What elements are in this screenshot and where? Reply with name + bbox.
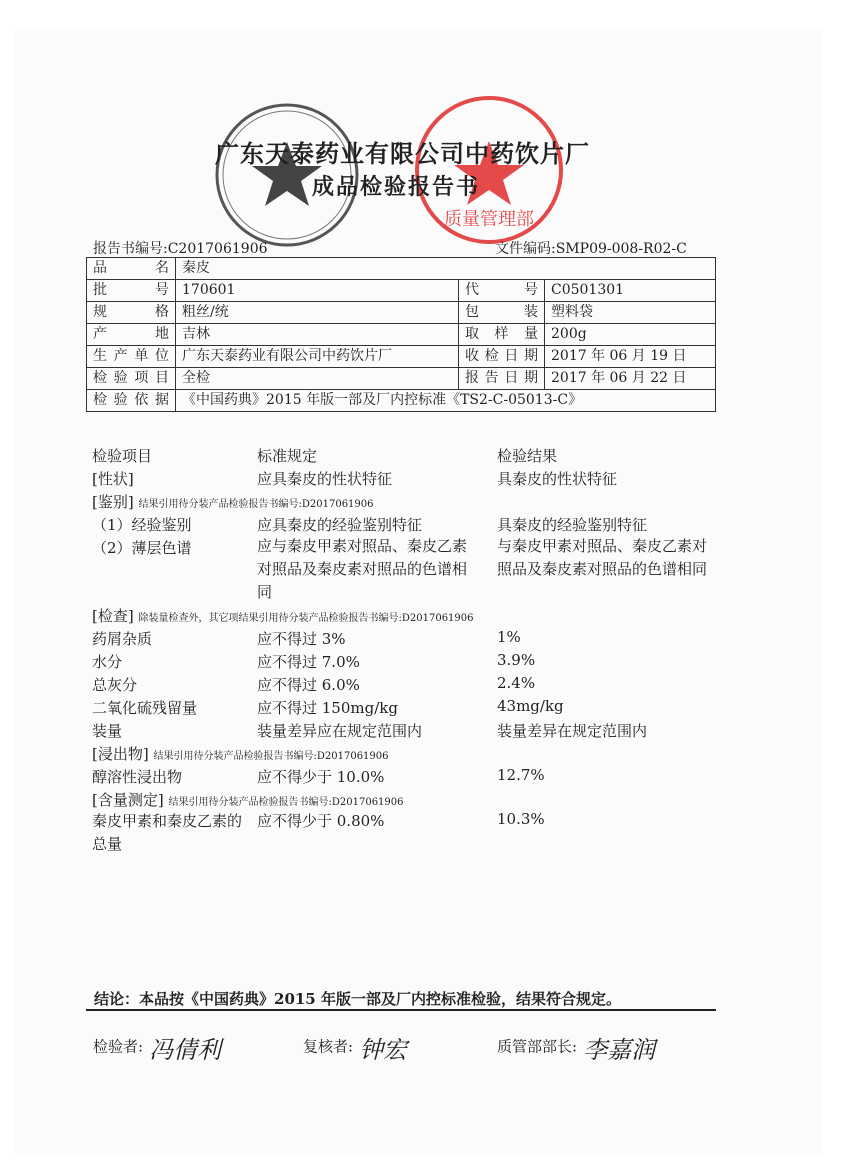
- section-hanliang: [含量测定] 结果引用待分装产品检验报告书编号:D2017061906: [92, 791, 404, 809]
- section-jiancha: [检查] 除装量检查外，其它项结果引用待分装产品检验报告书编号:D2017061906: [92, 607, 474, 625]
- table-row: 生产单位 广东天泰药业有限公司中药饮片厂 收检日期 2017 年 06 月 19 日: [87, 346, 716, 368]
- table-row: 检验项目 全检 报告日期 2017 年 06 月 22 日: [87, 368, 716, 390]
- svg-text:质量管理部: 质量管理部: [444, 209, 534, 230]
- col-header-result: 检验结果: [497, 447, 558, 465]
- document-title: 成品检验报告书: [312, 174, 481, 200]
- report-number: 报告书编号:C2017061906: [93, 241, 268, 257]
- table-row: 检验依据 《中国药典》2015 年版一部及厂内控标准《TS2-C-05013-C》: [87, 390, 716, 412]
- table-row: 批 号 170601 代 号 C0501301: [87, 280, 716, 302]
- conclusion: 结论：本品按《中国药典》2015 年版一部及厂内控标准检验，结果符合规定。: [94, 990, 621, 1008]
- reviewer-signature: 复核者: 钟宏: [303, 1036, 408, 1064]
- inspector-signature: 检验者: 冯倩利: [93, 1036, 222, 1064]
- section-xingzhuang: [性状]: [92, 470, 134, 488]
- file-number: 文件编码:SMP09-008-R02-C: [495, 241, 687, 257]
- section-jinchu: [浸出物] 结果引用待分装产品检验报告书编号:D2017061906: [92, 745, 389, 763]
- col-header-item: 检验项目: [92, 447, 153, 465]
- col-header-standard: 标准规定: [257, 447, 318, 465]
- info-table: [86, 257, 716, 412]
- divider: [86, 1009, 716, 1011]
- table-row: 规 格 粗丝/统 包 装 塑料袋: [87, 302, 716, 324]
- qa-signature: 质管部部长: 李嘉润: [497, 1036, 656, 1064]
- table-row: 品 名 秦皮: [87, 258, 716, 280]
- section-jianbie: [鉴别] 结果引用待分装产品检验报告书编号:D2017061906: [92, 493, 374, 511]
- company-title: 广东天泰药业有限公司中药饮片厂: [215, 139, 590, 168]
- table-row: 产 地 吉林 取样量 200g: [87, 324, 716, 346]
